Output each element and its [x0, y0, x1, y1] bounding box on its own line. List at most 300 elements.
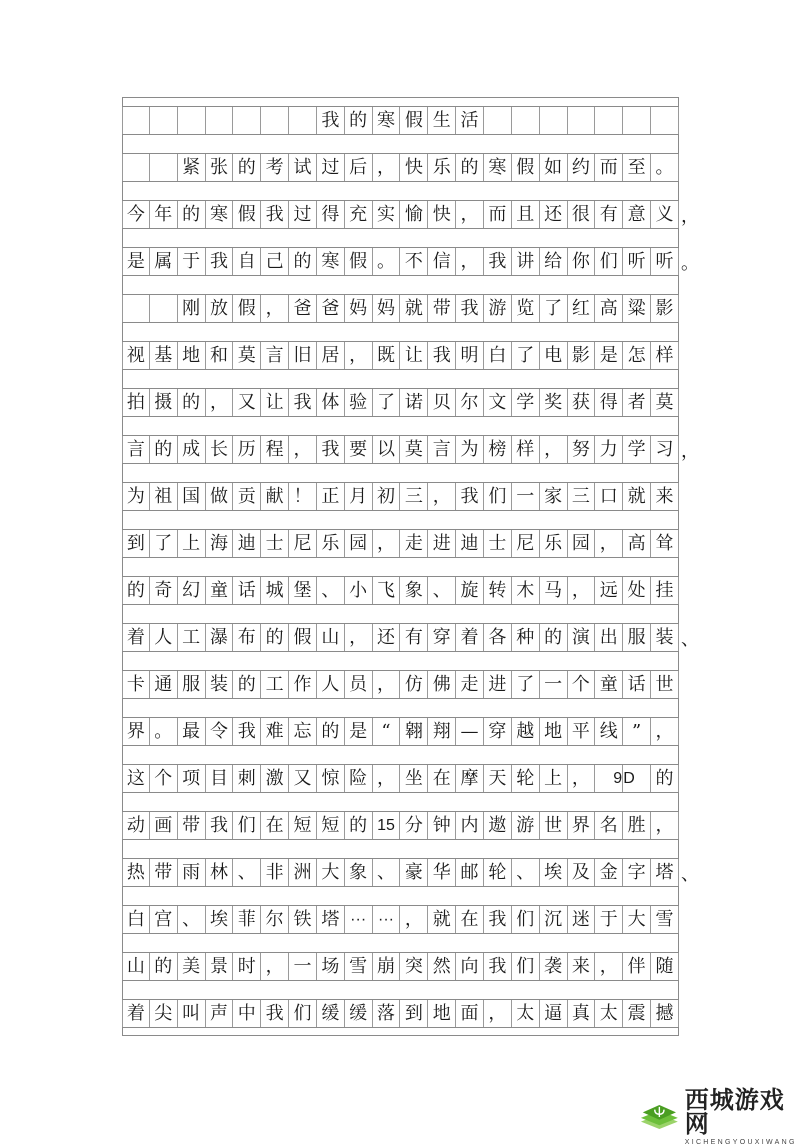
grid-cell: 言 [261, 342, 289, 369]
grid-cell: 话 [233, 577, 261, 604]
grid-cell: 穿 [428, 624, 456, 651]
grid-cell: 妈 [345, 295, 373, 322]
grid-cell: 天 [484, 765, 512, 792]
grid-cell: 奖 [540, 389, 568, 416]
grid-cell: 成 [178, 436, 206, 463]
grid-cell: 们 [289, 1000, 317, 1027]
grid-cell: 过 [289, 201, 317, 228]
grid-cell: 金 [595, 859, 623, 886]
grid-cell [512, 107, 540, 134]
grid-cell: 假 [512, 154, 540, 181]
grid-cell: 讲 [512, 248, 540, 275]
grid-cell: ， [373, 154, 401, 181]
grid-cell: 界 [122, 718, 150, 745]
grid-cell: 装 [651, 624, 679, 651]
grid-cell: 、 [317, 577, 345, 604]
grid-cell: 激 [261, 765, 289, 792]
grid-cell: “ [373, 718, 401, 745]
grid-cell: 诺 [400, 389, 428, 416]
grid-cell: 向 [456, 953, 484, 980]
grid-cell: 学 [512, 389, 540, 416]
grid-cell: 难 [261, 718, 289, 745]
grid-cell: 验 [345, 389, 373, 416]
grid-cell: 是 [122, 248, 150, 275]
grid-cell: 言 [122, 436, 150, 463]
grid-cell: ， [261, 953, 289, 980]
grid-cell: 仿 [400, 671, 428, 698]
grid-cell: 我 [484, 248, 512, 275]
grid-cell: 袭 [540, 953, 568, 980]
leaf-diamond-icon [640, 1100, 679, 1134]
grid-cell: 宫 [150, 906, 178, 933]
grid-cell: 一 [540, 671, 568, 698]
grid-cell: 坐 [400, 765, 428, 792]
grid-cell: 试 [289, 154, 317, 181]
grid-cell: 震 [623, 1000, 651, 1027]
grid-cell: 洲 [289, 859, 317, 886]
grid-cell: 快 [428, 201, 456, 228]
grid-cell: 惊 [317, 765, 345, 792]
text-row [122, 999, 679, 1028]
grid-cell: 、 [512, 859, 540, 886]
grid-cell: 。 [373, 248, 401, 275]
grid-cell: ， [456, 248, 484, 275]
grid-cell: 带 [178, 812, 206, 839]
grid-cell: 字 [623, 859, 651, 886]
grid-cell: — [456, 718, 484, 745]
grid-cell: 园 [345, 530, 373, 557]
grid-cell: 努 [568, 436, 596, 463]
grid-cell: ··· [373, 906, 401, 933]
grid-cell: 的 [233, 154, 261, 181]
margin-punctuation: 。 [681, 252, 699, 274]
grid-cell: 我 [484, 953, 512, 980]
grid-cell: ， [345, 342, 373, 369]
grid-cell: 崩 [373, 953, 401, 980]
grid-cell: 紧 [178, 154, 206, 181]
grid-cell: ， [345, 624, 373, 651]
grid-cell: 初 [373, 483, 401, 510]
grid-cell: 通 [150, 671, 178, 698]
grid-cell: 尼 [512, 530, 540, 557]
grid-cell: 平 [568, 718, 596, 745]
grid-cell: 白 [484, 342, 512, 369]
grid-cell: 塔 [317, 906, 345, 933]
grid-cell: 我 [261, 1000, 289, 1027]
grid-cell: 着 [122, 624, 150, 651]
grid-cell [150, 295, 178, 322]
grid-cell: 出 [595, 624, 623, 651]
grid-cell: 尔 [456, 389, 484, 416]
grid-cell: 榜 [484, 436, 512, 463]
grid-cell [484, 107, 512, 134]
grid-cell: 奇 [150, 577, 178, 604]
grid-cell: 我 [261, 201, 289, 228]
grid-cell [122, 295, 150, 322]
grid-cell: 我 [206, 812, 234, 839]
grid-cell: ” [623, 718, 651, 745]
grid-cell: 走 [456, 671, 484, 698]
grid-cell: 今 [122, 201, 150, 228]
grid-cell: 界 [568, 812, 596, 839]
text-row [122, 247, 699, 276]
text-row [122, 482, 679, 511]
text-row [122, 435, 699, 464]
grid-cell [233, 107, 261, 134]
text-row [122, 153, 679, 182]
grid-cell: 就 [400, 295, 428, 322]
text-row [122, 341, 679, 370]
grid-cell: 目 [206, 765, 234, 792]
grid-cell: 张 [206, 154, 234, 181]
grid-cell: 又 [233, 389, 261, 416]
grid-cell: 华 [428, 859, 456, 886]
grid-cell: 带 [150, 859, 178, 886]
grid-cell: 让 [261, 389, 289, 416]
grid-cell [150, 154, 178, 181]
text-row [122, 811, 679, 840]
grid-cell [150, 107, 178, 134]
grid-cell: 学 [623, 436, 651, 463]
grid-cell: 贝 [428, 389, 456, 416]
grid-cell: 祖 [150, 483, 178, 510]
grid-cell: 放 [206, 295, 234, 322]
grid-cell: 而 [484, 201, 512, 228]
grid-cell: 撼 [651, 1000, 679, 1027]
grid-cell: 的 [233, 671, 261, 698]
grid-cell: 埃 [540, 859, 568, 886]
grid-cell: 们 [233, 812, 261, 839]
grid-cell: 游 [484, 295, 512, 322]
grid-cell: 很 [568, 201, 596, 228]
grid-cell: 伴 [623, 953, 651, 980]
margin-punctuation: ， [681, 440, 699, 462]
grid-cell: 在 [456, 906, 484, 933]
grid-cell: 我 [484, 906, 512, 933]
grid-cell: 来 [651, 483, 679, 510]
grid-cell: 你 [568, 248, 596, 275]
grid-cell: 意 [623, 201, 651, 228]
grid-cell: 怎 [623, 342, 651, 369]
grid-cell: 15 [373, 812, 401, 839]
grid-cell: 历 [233, 436, 261, 463]
grid-cell: 得 [317, 201, 345, 228]
grid-cell: 且 [512, 201, 540, 228]
grid-cell: 做 [206, 483, 234, 510]
grid-cell: 布 [233, 624, 261, 651]
grid-cell: 信 [428, 248, 456, 275]
grid-cell: 的 [289, 248, 317, 275]
grid-cell: 生 [428, 107, 456, 134]
grid-cell: 了 [540, 295, 568, 322]
grid-cell: 迪 [233, 530, 261, 557]
grid-cell: 乐 [317, 530, 345, 557]
grid-cell: 以 [373, 436, 401, 463]
grid-cell: 还 [373, 624, 401, 651]
grid-cell: 短 [317, 812, 345, 839]
grid-cell: 童 [206, 577, 234, 604]
grid-cell: 叫 [178, 1000, 206, 1027]
grid-cell: 尔 [261, 906, 289, 933]
grid-cell: 三 [400, 483, 428, 510]
grid-cell: 义 [651, 201, 679, 228]
grid-cell [261, 107, 289, 134]
grid-cell: 们 [595, 248, 623, 275]
grid-cell: 大 [317, 859, 345, 886]
grid-cell: 刺 [233, 765, 261, 792]
grid-cell: 分 [400, 812, 428, 839]
grid-cell: 轮 [484, 859, 512, 886]
grid-cell: 文 [484, 389, 512, 416]
grid-cell: 月 [345, 483, 373, 510]
grid-cell: 乐 [540, 530, 568, 557]
grid-cell: 美 [178, 953, 206, 980]
grid-cell: 的 [540, 624, 568, 651]
grid-cell: 如 [540, 154, 568, 181]
grid-cell: 三 [568, 483, 596, 510]
grid-cell: 我 [456, 295, 484, 322]
grid-cell: 们 [484, 483, 512, 510]
grid-cell: 的 [178, 201, 206, 228]
grid-cell: ， [373, 530, 401, 557]
grid-cell: 员 [345, 671, 373, 698]
grid-cell: 翱 [400, 718, 428, 745]
grid-cell: 假 [233, 201, 261, 228]
grid-cell: 我 [233, 718, 261, 745]
grid-cell: 的 [150, 953, 178, 980]
grid-cell: ， [568, 577, 596, 604]
grid-cell: 让 [400, 342, 428, 369]
grid-cell: 突 [400, 953, 428, 980]
grid-cell [623, 107, 651, 134]
grid-cell: 有 [400, 624, 428, 651]
grid-cell: 我 [289, 389, 317, 416]
grid-cell: 象 [400, 577, 428, 604]
grid-cell: 有 [595, 201, 623, 228]
grid-cell: 着 [122, 1000, 150, 1027]
grid-cell: 基 [150, 342, 178, 369]
grid-cell: 家 [540, 483, 568, 510]
grid-cell: 我 [456, 483, 484, 510]
grid-cell: 演 [568, 624, 596, 651]
grid-cell: 摩 [456, 765, 484, 792]
grid-cell: 画 [150, 812, 178, 839]
text-row [122, 388, 679, 417]
grid-cell: 邮 [456, 859, 484, 886]
grid-cell: 迪 [456, 530, 484, 557]
grid-cell [206, 107, 234, 134]
grid-cell: 热 [122, 859, 150, 886]
grid-cell: 影 [651, 295, 679, 322]
grid-cell: 士 [261, 530, 289, 557]
grid-cell [122, 107, 150, 134]
grid-cell: 寒 [206, 201, 234, 228]
grid-cell: 耸 [651, 530, 679, 557]
text-row [122, 200, 699, 229]
text-row [122, 529, 679, 558]
grid-cell: 寒 [373, 107, 401, 134]
grid-cell: 白 [122, 906, 150, 933]
grid-cell: 海 [206, 530, 234, 557]
grid-cell: 尼 [289, 530, 317, 557]
grid-cell: 国 [178, 483, 206, 510]
grid-cell: 一 [512, 483, 540, 510]
text-row [122, 905, 679, 934]
text-row [122, 858, 699, 887]
grid-cell: 己 [261, 248, 289, 275]
grid-cell: 种 [512, 624, 540, 651]
grid-cell: 园 [568, 530, 596, 557]
grid-cell: 服 [178, 671, 206, 698]
grid-cell: 。 [651, 154, 679, 181]
grid-cell: 样 [651, 342, 679, 369]
grid-cell: 程 [261, 436, 289, 463]
grid-cell: 在 [261, 812, 289, 839]
grid-cell [568, 107, 596, 134]
text-row [122, 294, 679, 323]
grid-cell: 的 [122, 577, 150, 604]
grid-cell: 转 [484, 577, 512, 604]
grid-cell: 假 [233, 295, 261, 322]
grid-cell: 过 [317, 154, 345, 181]
grid-cell: 世 [651, 671, 679, 698]
grid-cell: 览 [512, 295, 540, 322]
text-row [122, 952, 679, 981]
grid-cell: 愉 [400, 201, 428, 228]
grid-cell: 不 [400, 248, 428, 275]
grid-cell: 于 [178, 248, 206, 275]
grid-cell: 听 [651, 248, 679, 275]
grid-cell: ！ [289, 483, 317, 510]
grid-cell: 快 [400, 154, 428, 181]
grid-cell: 言 [428, 436, 456, 463]
grid-cell: 遨 [484, 812, 512, 839]
grid-cell: 工 [261, 671, 289, 698]
grid-cell: 游 [512, 812, 540, 839]
grid-cell: 令 [206, 718, 234, 745]
grid-cell: 假 [289, 624, 317, 651]
grid-cell: 们 [512, 953, 540, 980]
grid-cell: 真 [568, 1000, 596, 1027]
grid-cell [178, 107, 206, 134]
grid-cell: 线 [595, 718, 623, 745]
grid-cell: 象 [345, 859, 373, 886]
grid-cell: 塔 [651, 859, 679, 886]
grid-cell: 莫 [651, 389, 679, 416]
grid-cell: 我 [317, 107, 345, 134]
grid-cell: 既 [373, 342, 401, 369]
grid-cell: 旋 [456, 577, 484, 604]
grid-cell: ， [651, 718, 679, 745]
grid-cell: 小 [345, 577, 373, 604]
grid-cell: 沉 [540, 906, 568, 933]
grid-cell: 穿 [484, 718, 512, 745]
grid-cell: 充 [345, 201, 373, 228]
grid-cell: 雪 [345, 953, 373, 980]
grid-cell: 而 [595, 154, 623, 181]
grid-cell: 乐 [428, 154, 456, 181]
grid-cell: 到 [400, 1000, 428, 1027]
grid-cell: 的 [651, 765, 679, 792]
grid-cell: 逼 [540, 1000, 568, 1027]
grid-cell: 于 [595, 906, 623, 933]
grid-cell: 内 [456, 812, 484, 839]
grid-cell: 声 [206, 1000, 234, 1027]
grid-cell: 飞 [373, 577, 401, 604]
grid-cell: ， [373, 671, 401, 698]
grid-cell: 的 [456, 154, 484, 181]
grid-cell: 铁 [289, 906, 317, 933]
grid-cell: 场 [317, 953, 345, 980]
grid-cell: 又 [289, 765, 317, 792]
grid-cell: 山 [122, 953, 150, 980]
composition-grid-paper [122, 97, 699, 1036]
grid-cell: 险 [345, 765, 373, 792]
grid-cell: 上 [178, 530, 206, 557]
grid-cell: ， [373, 765, 401, 792]
grid-cell: 童 [595, 671, 623, 698]
grid-cell: 献 [261, 483, 289, 510]
grid-cell: 及 [568, 859, 596, 886]
grid-cell: ， [428, 483, 456, 510]
grid-cell: 太 [595, 1000, 623, 1027]
grid-cell: ， [595, 530, 623, 557]
grid-cell: 缓 [317, 1000, 345, 1027]
watermark-name-cn: 西城游戏网 [684, 1085, 785, 1138]
grid-cell: 爸 [289, 295, 317, 322]
grid-cell: 幻 [178, 577, 206, 604]
grid-cell: 假 [345, 248, 373, 275]
grid-cell: 着 [456, 624, 484, 651]
grid-cell: 们 [512, 906, 540, 933]
grid-cell: 进 [428, 530, 456, 557]
grid-cell: 习 [651, 436, 679, 463]
grid-cell: 给 [540, 248, 568, 275]
watermark-name-en: XICHENGYOUXIWANG [684, 1139, 797, 1146]
text-row [122, 670, 679, 699]
grid-cell: 名 [595, 812, 623, 839]
grid-cell: 轮 [512, 765, 540, 792]
grid-cell: ， [651, 812, 679, 839]
grid-cell: 得 [595, 389, 623, 416]
text-row [122, 717, 679, 746]
grid-cell [122, 154, 150, 181]
grid-cell: 自 [233, 248, 261, 275]
grid-cell: 的 [261, 624, 289, 651]
grid-cell: 面 [456, 1000, 484, 1027]
grid-cell [651, 107, 679, 134]
grid-cell: 钟 [428, 812, 456, 839]
grid-cell: 我 [206, 248, 234, 275]
text-row [122, 576, 679, 605]
grid-cell: 中 [233, 1000, 261, 1027]
grid-cell: 要 [345, 436, 373, 463]
grid-cell: 尖 [150, 1000, 178, 1027]
grid-cell: 属 [150, 248, 178, 275]
grid-cell: 就 [623, 483, 651, 510]
grid-cell: 士 [484, 530, 512, 557]
grid-cell: 到 [122, 530, 150, 557]
grid-cell: 是 [345, 718, 373, 745]
grid-cell: 然 [428, 953, 456, 980]
grid-cell: 城 [261, 577, 289, 604]
grid-cell: 服 [623, 624, 651, 651]
grid-cell: 山 [317, 624, 345, 651]
grid-cell: ， [484, 1000, 512, 1027]
margin-punctuation: 、 [681, 863, 699, 885]
grid-cell: 的 [178, 389, 206, 416]
grid-cell: 我 [428, 342, 456, 369]
